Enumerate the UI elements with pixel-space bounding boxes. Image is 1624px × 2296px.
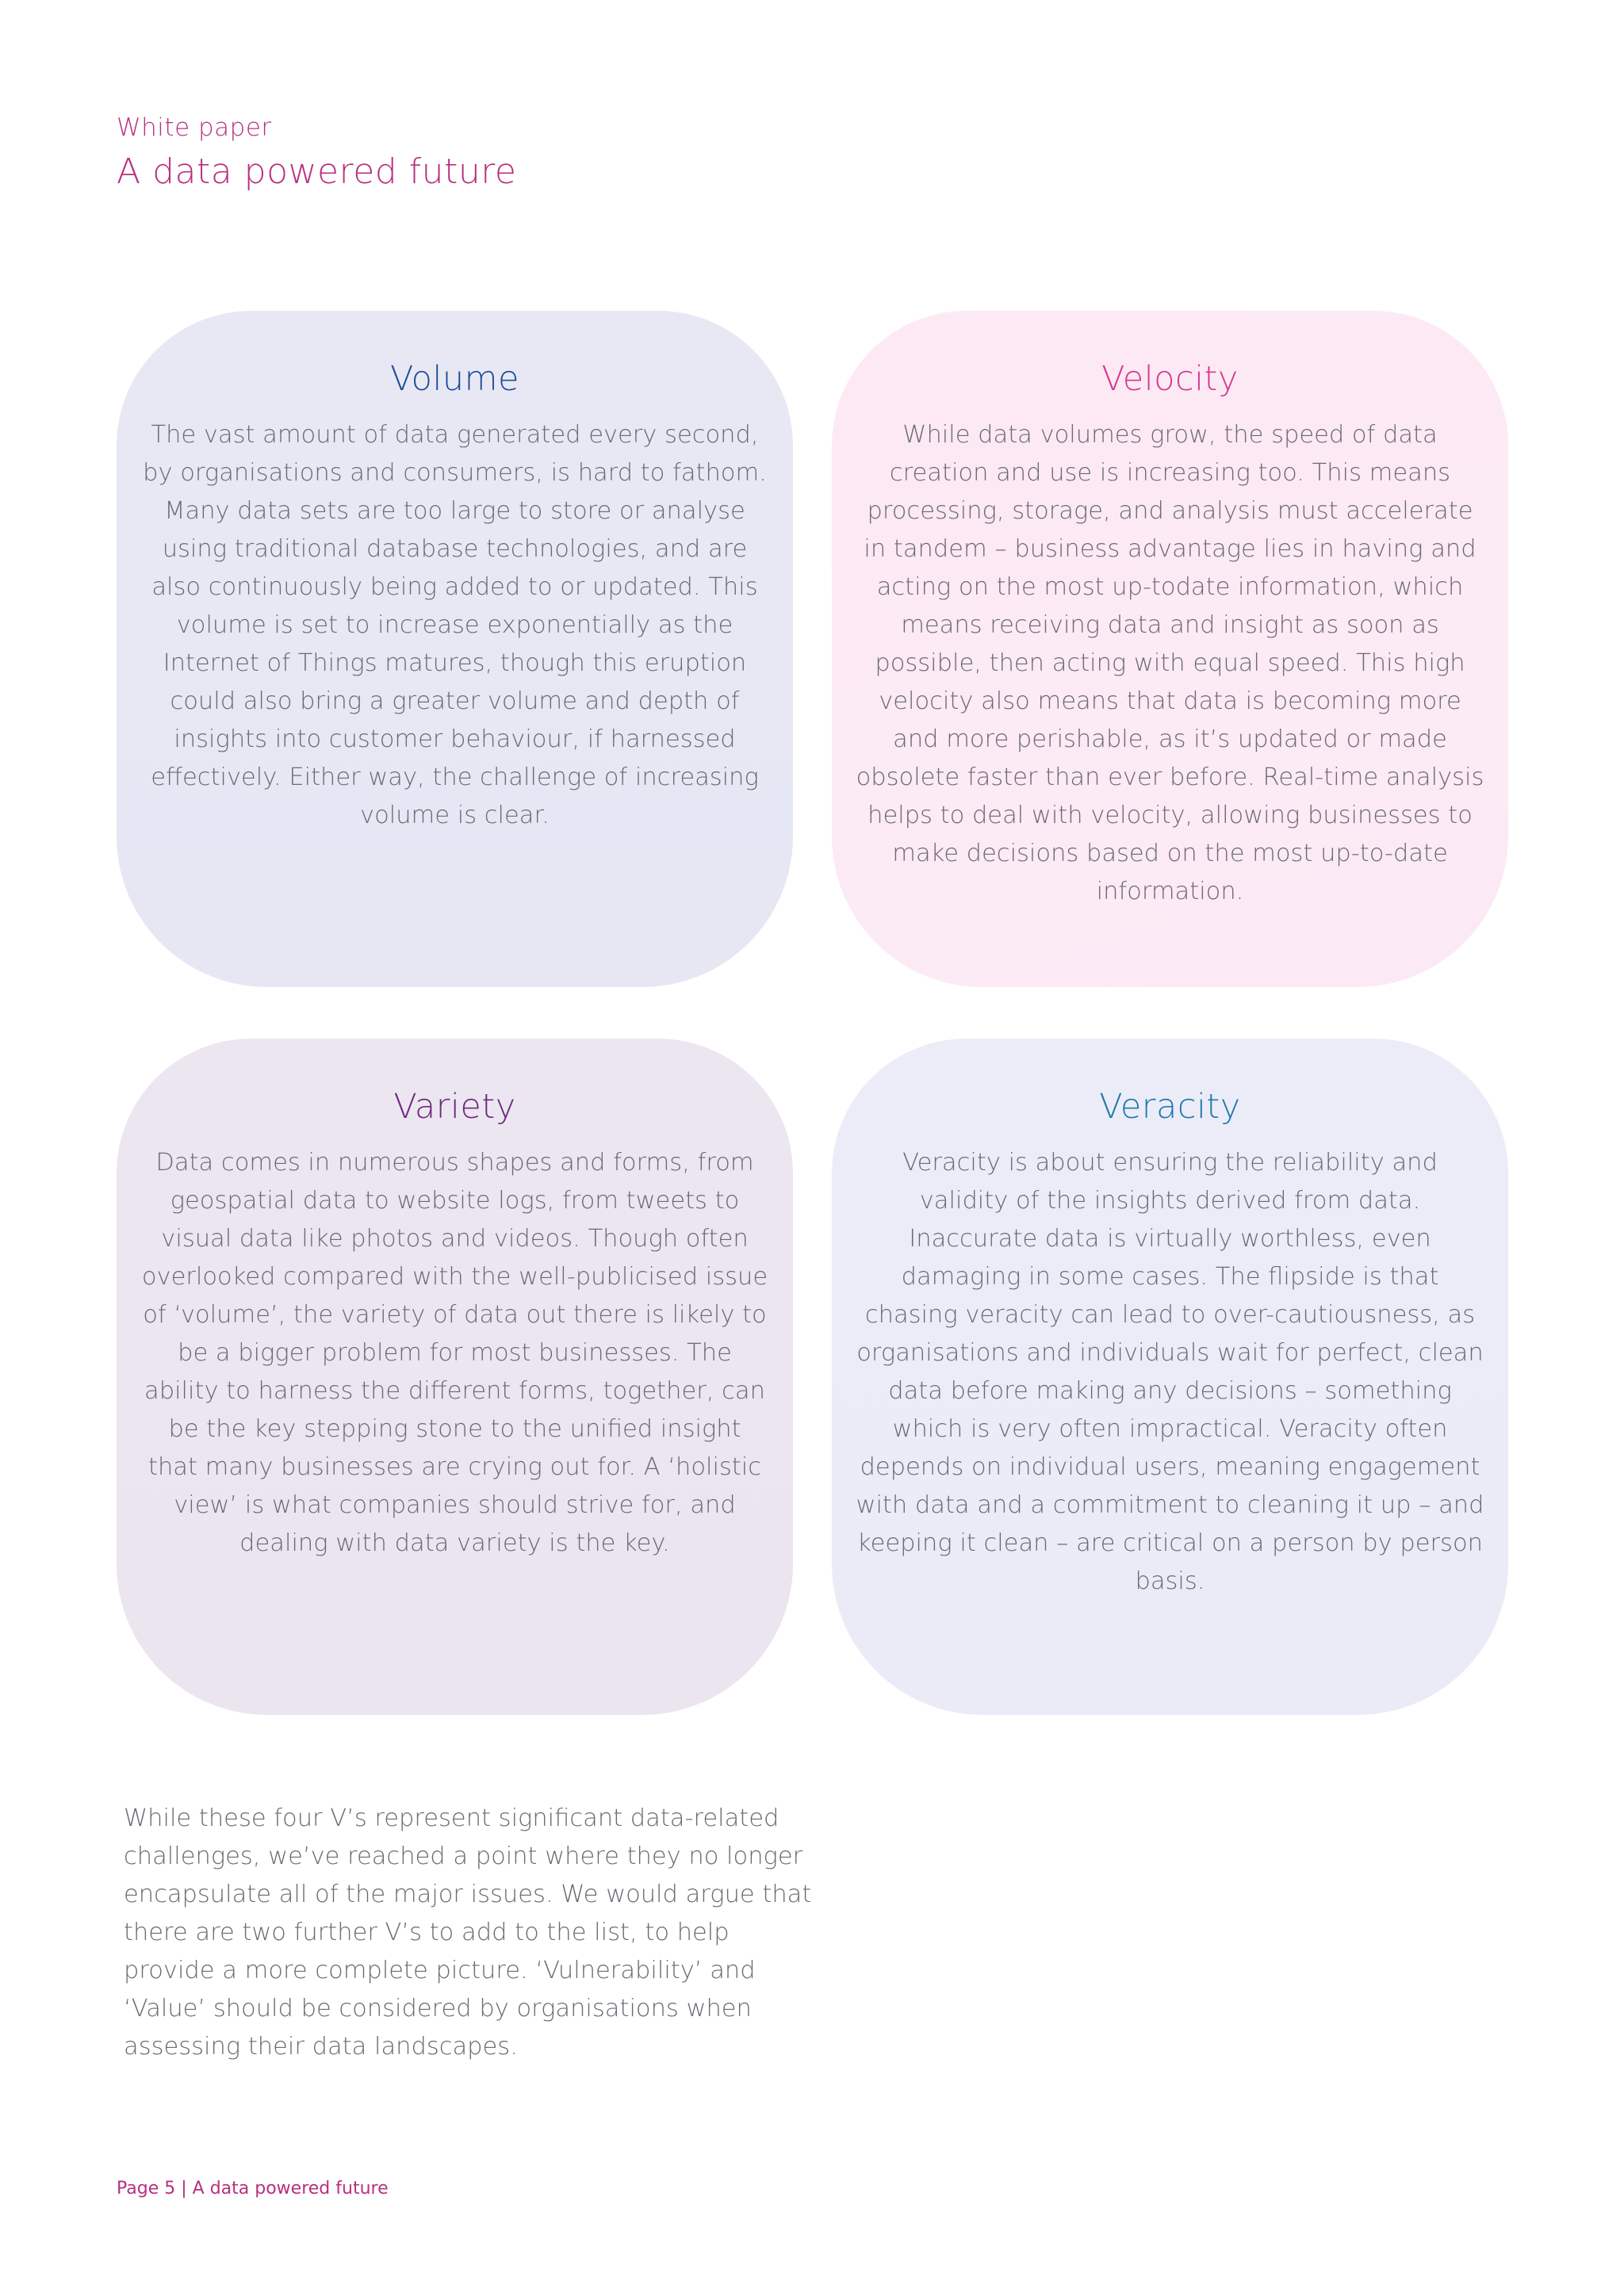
card-velocity: [832, 311, 1508, 987]
footer-doc-title: A data powered future: [192, 2179, 389, 2198]
card-body-veracity: Veracity is about ensuring the reliability and validity of the insights derived from data. Inaccurate data is virtually worthless, even damaging in some cases. The flipside is that chasing veracity can lead to over-cautiousness, as organisations and individuals wait for perfect, clean data before making any decisions – something which is very often impractical. Veracity often depends on individual users, meaning engagement with data and a commitment to cleaning it up – and keeping it clean – are critical on a person by person basis.: [856, 1149, 1484, 1595]
document-title: A data powered future: [117, 151, 517, 192]
card-title-volume: Volume: [390, 359, 519, 399]
card-title-veracity: Veracity: [1099, 1087, 1241, 1127]
card-body-volume: The vast amount of data generated every second, by organisations and consumers, is hard to fathom. Many data sets are too large to store or analyse using traditional database technologies, and are also continuously being added to or updated. This volume is set to increase exponentially as the Internet of Things matures, though this eruption could also bring a greater volume and depth of insights into customer behaviour, if harnessed effectively. Either way, the challenge of increasing volume is clear.: [143, 421, 767, 829]
card-volume: [117, 311, 793, 987]
card-body-velocity: While data volumes grow, the speed of data creation and use is increasing too. This means processing, storage, and analysis must accelerate in tandem – business advantage lies in having and acting on the most up-todate information, which means receiving data and insight as soon as possible, then acting with equal speed. This high velocity also means that data is becoming more and more perishable, as it’s updated or made obsolete faster than ever before. Real-time analysis helps to deal with velocity, allowing businesses to make decisions based on the most up-to-date information.: [856, 421, 1484, 905]
page-footer: [117, 2176, 389, 2202]
card-veracity: [832, 1039, 1508, 1715]
page-number: Page 5: [117, 2179, 176, 2198]
closing-paragraph: While these four V’s represent significant data-related challenges, we’ve reached a point where they no longer encapsulate all of the major issues. We would argue that there are two further V’s to add to the list, to help provide a more complete picture. ‘Vulnerability’ and ‘Value’ should be considered by organisations when assessing their data landscapes.: [124, 1804, 812, 2061]
card-variety: [117, 1039, 793, 1715]
card-body-variety: Data comes in numerous shapes and forms, from geospatial data to website logs, from tweets to visual data like photos and videos. Though often overlooked compared with the well-publicised issue of ‘volume’, the variety of data out there is likely to be a bigger problem for most businesses. The ability to harness the different forms, together, can be the key stepping stone to the unified insight that many businesses are crying out for. A ‘holistic view’ is what companies should strive for, and dealing with data variety is the key.: [141, 1149, 768, 1557]
card-title-velocity: Velocity: [1101, 359, 1239, 399]
card-title-variety: Variety: [393, 1087, 516, 1127]
footer-separator: |: [181, 2179, 187, 2198]
document-type-label: White paper: [117, 113, 272, 142]
